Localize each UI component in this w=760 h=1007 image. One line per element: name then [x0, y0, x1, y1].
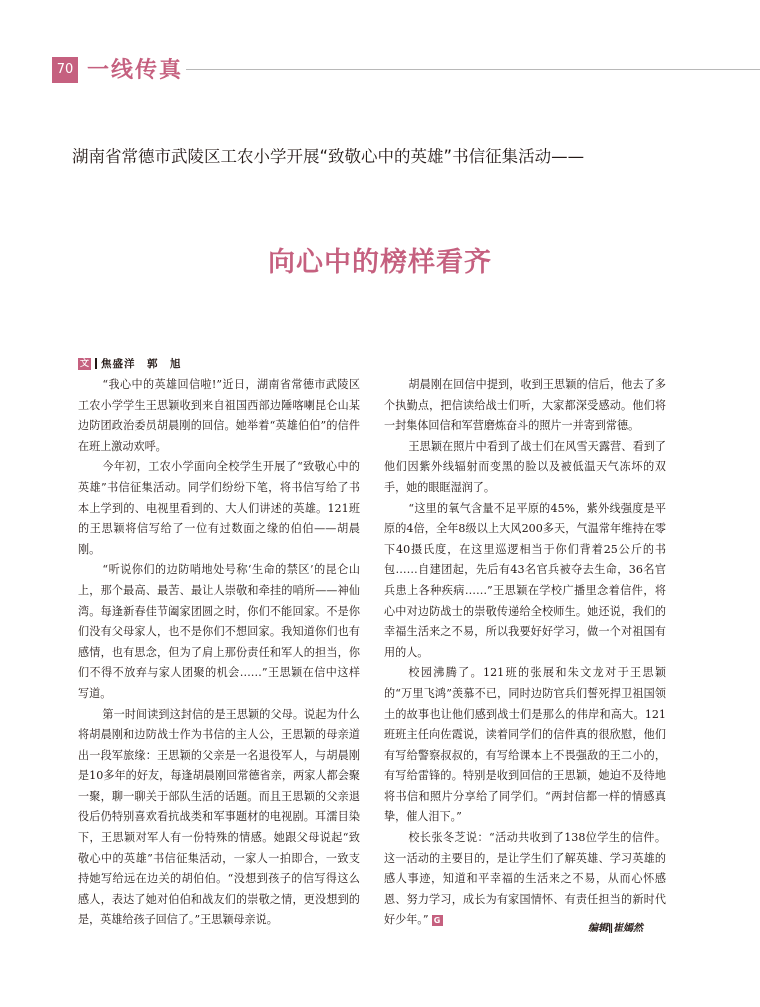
paragraph-text: 校长张冬芝说：“活动共收到了138位学生的信件。这一活动的主要目的，是让学生们了解英雄、学习英雄的感人事迹，知道和平幸福的生活来之不易，从而心怀感恩、努力学习，成长为有家国情怀、有责任担当的新时代好少年。”	[384, 831, 666, 927]
article-subtitle: 湖南省常德市武陵区工农小学开展“致敬心中的英雄”书信征集活动——	[72, 147, 585, 166]
paragraph: 胡晨刚在回信中提到，收到王思颖的信后，他去了多个执勤点，把信读给战士们听，大家都深受感动。他们将一封集体回信和军营磨炼奋斗的照片一并寄到常德。	[384, 378, 666, 433]
byline-authors: 焦盛洋 郭 旭	[101, 358, 182, 370]
paragraph: “我心中的英雄回信啦!”近日，湖南省常德市武陵区工农小学学生王思颖收到来自祖国西部边陲喀喇昆仑山某边防团政治委员胡晨刚的回信。她举着“英雄伯伯”的信件在班上激动欢呼。	[78, 378, 360, 453]
section-title: 一线传真	[87, 58, 184, 83]
paragraph: “这里的氧气含量不足平原的45%，紫外线强度是平原的4倍，全年8级以上大风200多天，气温常年维持在零下40摄氏度，在这里巡逻相当于你们背着25公斤的书包……自建团起，先后有43名官兵被夺去生命，36名官兵患上各种疾病……”王思颖在学校广播里念着信件，将心中对边防战士的崇敬传递给全校师生。她还说，我们的幸福生活来之不易，所以我要好好学习，做一个对祖国有用的人。	[384, 501, 666, 659]
right-column	[384, 375, 666, 931]
end-mark-icon: G	[432, 915, 443, 926]
paragraph: “听说你们的边防哨地处号称‘生命的禁区’的昆仑山上，那个最高、最苦、最让人崇敬和牵挂的哨所——神仙湾。每逢新春佳节阖家团圆之时，你们不能回家。不是你们没有父母家人，也不是你们不想回家。我知道你们也有感情，也有思念，但为了肩上那份责任和军人的担当，你们不得不放弃与家人团聚的机会……”王思颖在信中这样写道。	[78, 563, 360, 700]
page-number: 70	[52, 57, 78, 83]
final-paragraph	[384, 828, 666, 931]
byline-text-icon: 文	[79, 358, 89, 369]
byline-divider	[95, 358, 97, 369]
article-title: 向心中的榜样看齐	[268, 247, 492, 278]
paragraph: 校园沸腾了。121班的张展和朱文龙对于王思颖的“万里飞鸿”羡慕不已，同时边防官兵们誓死捍卫祖国领土的故事也让他们感到战士们是那么的伟岸和高大。121班班主任向佐霞说，读着同学们的信件真的很欣慰，他们有写给警察叔叔的，有写给课本上不畏强敌的王二小的，有写给雷锋的。特别是收到回信的王思颖，她迫不及待地将书信和照片分享给了同学们。“两封信都一样的情感真挚，催人泪下。”	[384, 666, 666, 824]
page-header	[0, 50, 760, 90]
paragraph: 今年初，工农小学面向全校学生开展了“致敬心中的英雄”书信征集活动。同学们纷纷下笔，将书信写给了书本上学到的、电视里看到的、大人们讲述的英雄。121班的王思颖将信写给了一位有过数面之缘的伯伯——胡晨刚。	[78, 460, 360, 556]
byline	[78, 356, 182, 371]
left-column	[78, 375, 360, 931]
paragraph: 第一时间读到这封信的是王思颖的父母。说起为什么将胡晨刚和边防战士作为书信的主人公，王思颖的母亲道出一段军旅缘：王思颖的父亲是一名退役军人，与胡晨刚是10多年的好友，每逢胡晨刚回常德省亲，两家人都会聚一聚，聊一聊关于部队生活的话题。而且王思颖的父亲退役后仍特别喜欢看抗战类和军事题材的电视剧。耳濡目染下，王思颖对军人有一份特殊的情感。她跟父母说起“致敬心中的英雄”书信征集活动，一家人一拍即合，一致支持她写给远在边关的胡伯伯。“没想到孩子的信写得这么感人，表达了她对伯伯和战友们的崇敬之情，更没想到的是，英雄给孩子回信了。”王思颖母亲说。	[78, 707, 360, 927]
header-divider	[186, 69, 760, 70]
paragraph: 王思颖在照片中看到了战士们在风雪天露营、看到了他们因紫外线辐射而变黑的脸以及被低温天气冻坏的双手，她的眼眶湿润了。	[384, 439, 666, 494]
editor-credit: 编辑∥崔嫣然	[588, 923, 643, 934]
